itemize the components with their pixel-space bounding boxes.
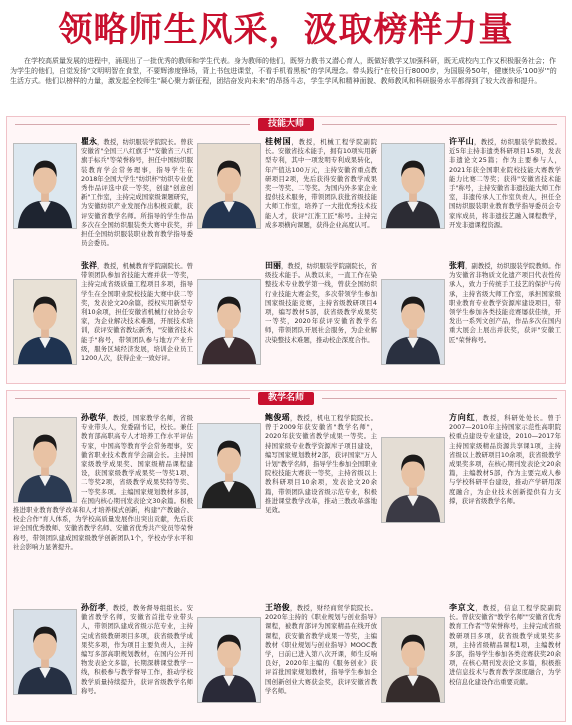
person-bio: ，教授，纺织服装学院院长。曾获安徽省"全国三八红旗手""安徽省三八红旗手标兵"等荣誉称号，担任中国纺织服装教育学会常务理事，指导学生在2018年全国大学生"纺织杯"纺织专业优秀作品评选中获一等奖，创建"创意创新"工作室，主持完成国家级课题研究，为安徽纺织产业发展作出积极贡献，获评安徽省教学名师。所指导的学生作品多次在全国纺织服装类大赛中获奖，并担任全国纺织服装职业教育教学指导委员会委员。 <box>81 138 193 248</box>
section-skill-masters <box>6 116 566 384</box>
headline: 领略师生风采，汲取榜样力量 <box>58 10 514 50</box>
person-bio: ，教授，国家教学名师，省级专业带头人，党委副书记，校长。兼任教育部高职高专人才培养工作水平评估专家，中国高等教育学会常务理事，安徽省职业技术教育学会副会长。主持国家级教学成果奖、国家级精品课程建设，获国家级教学成果奖一等奖1项、二等奖2项，省级教学成果奖特等奖、一等奖多项。主编国家规划教材多部，在国内核心期刊发表论文30余篇。积极推进职业教育教学改革和人才培养模式创新，构建"产教融合、校企合作"育人体系，为学校高质量发展作出突出贡献，先后获评全国优秀教师、安徽省教学名师、安徽省优秀共产党员等荣誉称号，带领团队建成国家级教学创新团队1个，学校办学水平和社会影响力显著提升。 <box>13 414 193 551</box>
profile-card <box>381 137 561 257</box>
profile-text <box>81 137 193 257</box>
portrait-photo <box>381 279 445 365</box>
profile-text <box>265 261 377 381</box>
profile-text <box>449 261 561 381</box>
portrait-photo <box>381 617 445 703</box>
person-bio: ，教授，机械工程学院副院长。安徽省技术能手，拥有10项实用新型专利，其中一项发明专利成果转化，年产值达100万元，主持安徽省重点教研项目2项，先后获得安徽省教学成果奖一等奖、二等奖。为国内外多家企业提供技术服务，带领团队获批省级技能大师工作室，培养了一大批优秀技术技能人才，获评"江淮工匠"称号。主持完成多项横向课题，获得企业高度认可。 <box>265 138 377 229</box>
person-name: 李京文 <box>449 603 476 612</box>
portrait-silhouette <box>198 280 260 364</box>
section-header <box>7 391 565 405</box>
profile-text <box>13 413 193 601</box>
person-bio: ，教授，信息工程学院副院长。曾获安徽省"教学名师""安徽省优秀教育工作者"等荣誉称号，主持完成省级教研项目多项，获省级教学成果奖多项，主持省级精品课程1项，主编教材多部，指导学生参加各类竞赛获奖20余项，在核心期刊发表论文多篇，积极推进信息技术与教育教学深度融合，为学校信息化建设作出重要贡献。 <box>449 604 561 686</box>
profile-text <box>265 413 377 583</box>
profile-card <box>13 603 193 719</box>
profile-card <box>13 261 193 381</box>
person-bio: ，副教授，纺织服装学院教师。作为安徽省非物质文化遗产项目代表性传承人，致力于传统手工技艺的保护与传承，主持省级大师工作室，承担国家级职业教育专业教学资源库建设项目，带领学生参加各类技能竞赛屡获佳绩，开发出一系列文创产品，作品多次在国内重大展会上展出并获奖，获评"安徽工匠"荣誉称号。 <box>449 262 561 344</box>
person-name: 王培俊 <box>265 603 290 612</box>
portrait-photo <box>381 437 445 523</box>
profile-card <box>197 261 377 381</box>
profile-card <box>13 413 193 583</box>
person-name: 瞿永 <box>81 137 98 146</box>
divider <box>322 124 557 125</box>
person-bio: ，教授，科研处处长。曾于2007—2010年主持国家示范性高职院校重点建设专业建设，2010—2017年主持国家级精品资源共享课1项，主持省级以上教研项目10余项，获省级教学成果奖多项，在核心期刊发表论文20余篇，主编教材5部，作为主要完成人参与学校科研平台建设，推动产学研用深度融合，为企业技术创新提供有力支撑，获评省级教学名师。 <box>449 414 561 505</box>
portrait-silhouette <box>14 610 76 694</box>
profile-card <box>381 261 561 381</box>
portrait-silhouette <box>198 618 260 702</box>
person-bio: ，教授，教务督导组组长。安徽省教学名师，安徽省首批专业带头人，带领团队建成省级示范专业，主持完成省级教研项目多项，获省级教学成果奖多项，作为项目主要负责人，主持编写多部高职规划教材，在国内公开刊物发表论文多篇，长期深耕课堂教学一线，积极参与教学督导工作，推动学校教学质量持续提升，获评省级教学名师称号。 <box>81 604 193 695</box>
person-name: 鲍俊瑶 <box>265 413 290 422</box>
profile-card <box>197 413 377 583</box>
section-header <box>7 117 565 131</box>
person-name: 许平山 <box>449 137 474 146</box>
portrait-photo <box>197 143 261 229</box>
person-name: 方向红 <box>449 413 476 422</box>
portrait-photo <box>13 143 77 229</box>
divider <box>15 398 250 399</box>
portrait-silhouette <box>14 280 76 364</box>
person-name: 张祥 <box>81 261 98 270</box>
profile-text <box>449 603 561 719</box>
person-bio: ，教授，纺织服装学院副院长，省级技术能手。从教以来，一直工作在染整技术专业教学第一线，曾获全国纺织行业技能大赛金奖，多次带领学生参加国家级技能竞赛，主持省级教研项目4项，编写教材5部，获省级教学成果奖一等奖，2020年获评安徽省教学名师，带领团队开展社会服务，为企业解决染整技术难题，推动校企深度合作。 <box>265 262 377 344</box>
portrait-photo <box>197 617 261 703</box>
portrait-silhouette <box>382 618 444 702</box>
profile-text <box>265 603 377 719</box>
portrait-silhouette <box>382 144 444 228</box>
person-name: 张莉 <box>449 261 466 270</box>
person-name: 田丽 <box>265 261 282 270</box>
profile-card <box>197 603 377 719</box>
portrait-photo <box>197 423 261 509</box>
portrait-silhouette <box>14 144 76 228</box>
portrait-photo <box>197 279 261 365</box>
intro-paragraph: 在学校高质量发展的进程中，涌现出了一批优秀的教师和学生代表。身为教师的他们，既努力教书又潜心育人，既做好教学又加强科研，既无成校内工作又积极服务社会；作为学生的他们，自觉发扬"文明明智在食堂，不要辉渗度锋场，背上书包进课堂，不看手机看黑板"的学风理念。带头践行"在校日行8000步，为国服务50年，健康快乐'100岁'"的生活方式。他们以榜样的力量，激发起全校师生"凝心聚力新征程，团结奋发向未来"的昂扬斗志，学生学风和精神面貌、教师教风和科研服务水平都得到了较大改善和提升。 <box>10 57 557 85</box>
portrait-photo <box>381 143 445 229</box>
person-name: 孙衍孝 <box>81 603 106 612</box>
person-bio: ，教授，纺织服装学院教授。近5年主持非遗类科研项目15项，发表非遗论文25篇；作为主要参与人，2021年获全国职业院校技能大赛教学能力比赛二等奖；获得"安徽省技术能手"称号，主持安徽省非遗技能大师工作室，非遗传承人工作室负责人，担任全国纺织服装职业教育教学指导委员会专家库成员，将非遗技艺融入课程教学，开发非遗课程资源。 <box>449 138 561 229</box>
section-title: 教学名师 <box>258 392 314 405</box>
person-bio: ，教授，机械教育学院副院长。曾带领团队参加省技能大赛并获一等奖，主持完成省级质量工程项目多项，指导学生在全国职业院校技能大赛中获二等奖，发表论文20余篇，授权实用新型专利10余项，担任安徽省机械行业协会专家，为企业解决技术难题，开展技术培训，获评安徽省教坛新秀，"安徽省技术能手"称号，带领团队参与地方产业升级，服务区域经济发展，培训企业员工1200人次，获得企业一致好评。 <box>81 262 193 363</box>
person-bio: ，教授，机电工程学院院长。曾于2009年获安徽省"教学名师"，2020年获安徽省教学成果一等奖。主持国家级专业教学资源库子项目建设，编写国家规划教材2部，获评国家"万人计划"教学名师，指导学生参加全国职业院校技能大赛获一等奖，主持省级以上教科研项目10余项，发表论文20余篇，带领团队建设省级示范专业，积极推进课堂教学改革，推动三教改革落地见效。 <box>265 414 377 515</box>
profile-text <box>449 137 561 257</box>
person-bio: ，教授，财经商贸学院院长。2020年主持的《职业规划与创业指导》课程，被教育部评为国家精品在线开放课程，获安徽省教学成果一等奖，主编教材《职业规划与创业指导》MOOC教学，日前已进入第八次开课，师生反响良好，2020年主编的《服务创业》获评首批国家规划教材，指导学生参加全国创新创业大赛获金奖，获评安徽省教学名师。 <box>265 604 377 695</box>
portrait-silhouette <box>382 280 444 364</box>
portrait-silhouette <box>198 424 260 508</box>
person-name: 桂树国 <box>265 137 292 146</box>
profile-card <box>13 137 193 257</box>
portrait-silhouette <box>198 144 260 228</box>
portrait-photo <box>13 609 77 695</box>
person-name: 孙敬华 <box>81 413 106 422</box>
profile-text <box>81 603 193 719</box>
portrait-silhouette <box>382 438 444 522</box>
profile-text <box>449 413 561 583</box>
profile-card <box>381 603 561 719</box>
portrait-photo <box>13 279 77 365</box>
profile-card <box>381 413 561 583</box>
photo-wrap-spacer <box>13 413 81 505</box>
divider <box>15 124 250 125</box>
section-teaching-masters <box>6 390 566 722</box>
section-title: 技能大师 <box>258 118 314 131</box>
divider <box>322 398 557 399</box>
profile-text <box>265 137 377 257</box>
profile-text <box>81 261 193 381</box>
profile-card <box>197 137 377 257</box>
